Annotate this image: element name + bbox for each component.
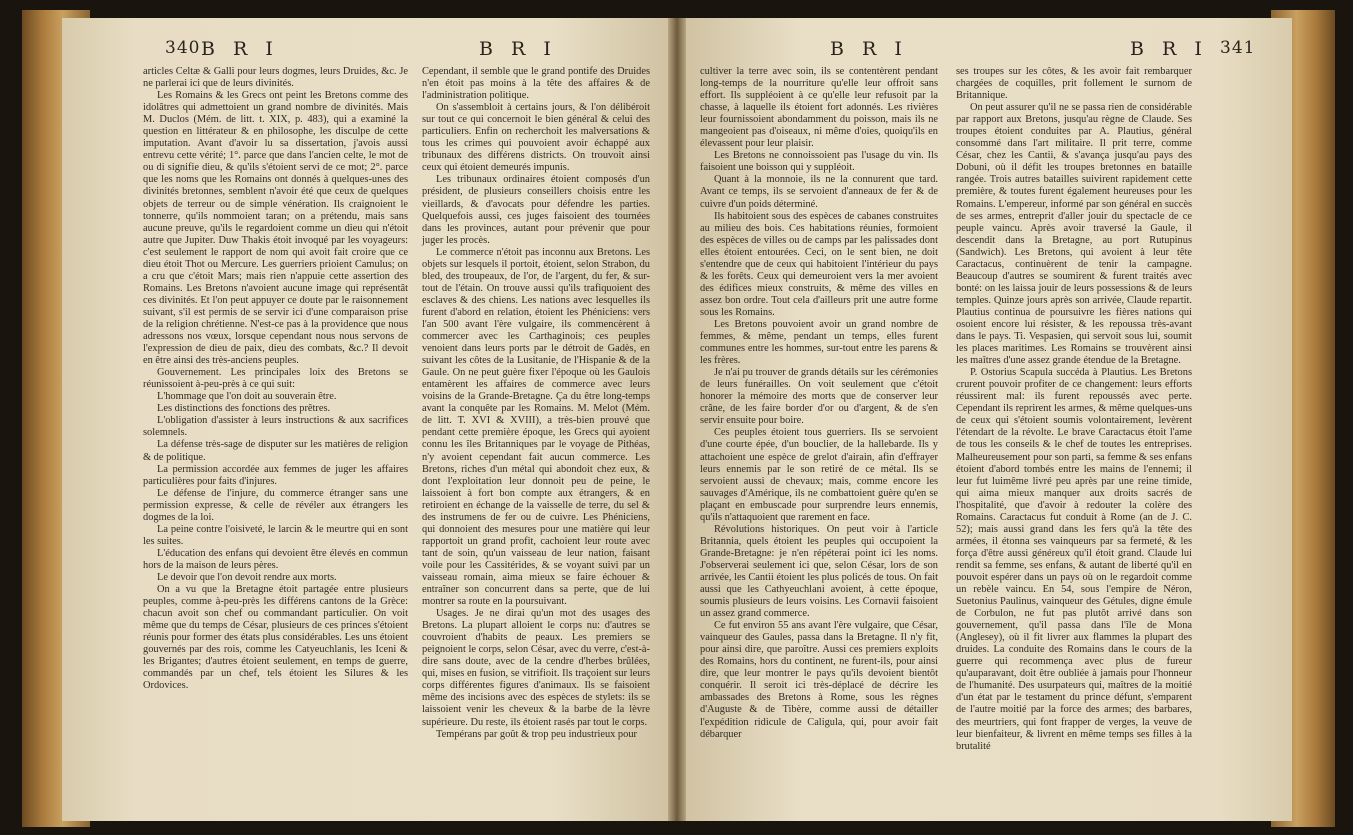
- paragraph: Ces peuples étoient tous guerriers. Ils se servoient d'une courte épée, d'un bouclier, de la hallebarde. Ils y attachoient une espèce de grelot d'airain, afin d'effrayer leurs ennemis par le son retiré de ce métal. Ils se servoient aussi de chevaux; mais, comme encore les sauvages d'Amérique, ils ne combattoient guère qu'en se plaçant en embuscade pour surprendre leurs ennemis, qu'ils n'attaquoient que rarement en face.: [700, 427, 938, 523]
- paragraph: On s'assembloit à certains jours, & l'on délibéroit sur tout ce qui concernoit le bien général & celui des particuliers. Enfin on recherchoit les malversations & tous les crimes qui pouvoient avoir échappé aux tribunaux des différens districts. On trouvoit ainsi ceux qui étoient demeurés impunis.: [422, 102, 650, 174]
- left-page-header: [81, 38, 647, 64]
- paragraph: Les tribunaux ordinaires étoient composés d'un président, de plusieurs conseillers choisis entre les vieillards, & d'avocats pour défendre les parties. Quelquefois aussi, ces juges faisoient des tournées dans les provinces, autant pour prévenir que pour juger les procès.: [422, 174, 650, 246]
- paragraph: Les distinctions des fonctions des prêtres.: [157, 403, 331, 415]
- left-page-number: 340: [165, 38, 201, 58]
- paragraph: Le défense de l'injure, du commerce étranger sans une permission expresse, & celle de révéler aux étrangers les dogmes de la loi.: [143, 487, 408, 523]
- paragraph: Ils habitoient sous des espèces de cabanes construites au milieu des bois. Ces habitations réunies, formoient des espèces de villes ou de camps par les palissades dont elles étoient entourées. Ceci, on le sent bien, ne doit s'entendre que de ceux qui habitoient l'intérieur du pays & les forêts. Ceux qui demeuroient vers la mer avoient des édifices mieux construits, & même des villes en assez bon ordre. Tout cela d'ailleurs prit une autre forme sous les Romains.: [700, 210, 938, 318]
- paragraph: Je n'ai pu trouver de grands détails sur les cérémonies de leurs funérailles. On voit seulement que c'étoit honorer la mémoire des morts que de conserver leur crâne, de les faire border d'or ou d'argent, & de s'en servir ensuite pour boire.: [700, 367, 938, 427]
- paragraph: Le commerce n'étoit pas inconnu aux Bretons. Les objets sur lesquels il portoit, étoient, selon Strabon, du bled, des troupeaux, de l'or, de l'argent, du fer, & sur-tout de l'étain. On trouve aussi qu'ils trafiquoient des esclaves & des chiens. Les nations avec lesquelles ils furent d'abord en relation, étoient les Phéniciens: vers l'an 500 avant l'ère vulgaire, ils commencèrent à commercer avec les Carthaginois; ces peuples venoient dans leurs ports par le détroit de Gadès, en suivant les côtes de la Lusitanie, de l'Hispanie & de la Gaule. On ne peut guère fixer l'époque où les Gaulois entamèrent les affaires de commerce avec leurs voisins de la Grande-Bretagne. Ça du être long-temps avant la conquête par les Romains. M. Melot (Mém. de litt. T. XVI & XVIII), a très-bien prouvé que pendant cette première époque, les Grecs qui ayoient connu les îles Britanniques par le voyage de Pithéas, n'y avoient cependant fait aucun commerce. Les Bretons, riches d'un métal qui abondoit chez eux, & dont l'exploitation leur donnoit peu de peine, le laissoient à fort bon compte aux étrangers, & en retiroient en échange de la vaisselle de terre, du sel & des instrumens de fer ou de cuivre. Les Phéniciens, qui donnoient des mesures pour une matière qui leur rapportoit un grand profit, cachoient leur route avec tant de soin, qu'un vaisseau de leur nation, faisant voile pour les Cassitérides, & se voyant suivi par un vaisseau romain, aima mieux se faire échouer & entraîner son concurrent dans sa perte, que de lui montrer sa route en la poursuivant.: [422, 246, 650, 608]
- paragraph: Les Bretons ne connoissoient pas l'usage du vin. Ils faisoient une boisson qui y suppléoit.: [700, 150, 938, 174]
- paragraph: cultiver la terre avec soin, ils se contentèrent pendant long-temps de la nourriture qu'elle leur offroit sans effort. Ils suppléoient à ce qu'elle leur refusoit par la chasse, à laquelle ils étoient fort adonnés. Les rivières leur fournissoient abondamment du poisson, mais ils ne mangeoient pas d'oiseaux, ni même d'oies, quoiqu'ils en élevassent pour leur plaisir.: [700, 66, 938, 150]
- paragraph: La peine contre l'oisiveté, le larcin & le meurtre qui en sont les suites.: [143, 523, 408, 547]
- paragraph: L'hommage que l'on doit au souverain être.: [157, 391, 337, 403]
- paragraph: Les Romains & les Grecs ont peint les Bretons comme des idolâtres qui admettoient un grand nombre de divinités. Mais M. Duclos (Mém. de litt. t. XIX, p. 483), qui a examiné la question en littérateur & en philosophe, les disculpe de cette imputation. Avant d'avoir lu sa dissertation, j'avois aussi entrevu cette vérité; 1°. parce que dans l'ancien celte, le mot de ou di signifie dieu, & qu'ils s'étoient servi de ce mot; 2°. parce que les noms que les Romains ont donnés à quelques-unes des divinités bretonnes, semblent n'avoir été que ceux de quelques objets de terreur ou de simple vénération. Ils craignoient le tonnerre, qu'ils nommoient taran; on a prétendu, mais sans aucune preuve, qu'ils le regardoient comme un dieu qui n'étoit autre que Jupiter. Duw Thakis étoit invoqué par les voyageurs: c'est seulement le rapport de nom qui avoit fait croire que ce dieu étoit Thot ou Mercure. Les guerriers prioient Camulus; on a cru que c'étoit Mars; mais rien n'appuie cette assertion des Romains. Les Bretons n'avoient aucune image qui représentât ces divinités. Et l'on peut appuyer ce doute par le raisonnement suivant, s'il est permis de se servir ici d'une comparaison prise de la religion chrétienne. N'est-ce pas à la providence que nous adressons nos vœux, lorsque cependant nous nous servons de l'expression de dieu de paix, dieu des combats, &c.? Il devoit en être ainsi des très-anciens peuples.: [143, 90, 408, 367]
- paragraph: ses troupes sur les côtes, & les avoir fait rembarquer chargées de coquilles, prit follement le surnom de Britannique.: [956, 66, 1192, 102]
- paragraph: Les Bretons pouvoient avoir un grand nombre de femmes, & même, pendant un temps, elles furent communes entre les hommes, sur-tout entre les parens & les frères.: [700, 318, 938, 367]
- right-page-column-2: [956, 66, 1192, 753]
- paragraph: On a vu que la Bretagne étoit partagée entre plusieurs peuples, comme à-peu-près les différens cantons de la Grèce: chacun avoit son chef ou commandant particulier. On voit même que du temps de César, plusieurs de ces princes s'étoient réunis pour former des états plus considérables. Les uns étoient gouvernés par des rois, comme les Catyeuchlanis, les Iceni & les Brigantes; d'autres étoient seulement, en temps de guerre, commandés par un chef, tels étoient les Silures & les Ordovices.: [143, 584, 408, 692]
- right-page-number: 341: [1220, 38, 1256, 58]
- paragraph: L'éducation des enfans qui devoient être élevés en commun hors de la maison de leurs pères.: [143, 547, 408, 571]
- left-running-head-1: B R I: [201, 38, 279, 60]
- paragraph: Révolutions historiques. On peut voir à l'article Britannia, quels étoient les peuples qui occupoient la Grande-Bretagne: je n'en répéterai point ici les noms. J'observerai seulement ici que, selon César, lors de son arrivée, les Cantii étoient les plus policés de tous. On fait aussi que les Cathyeuchlani avoient, à cette époque, soumis plusieurs de leurs voisins. Les Cornavii faisoient un assez grand commerce.: [700, 523, 938, 620]
- right-page-header: [700, 38, 1300, 64]
- paragraph: La défense très-sage de disputer sur les matières de religion & de politique.: [143, 439, 408, 463]
- paragraph: On peut assurer qu'il ne se passa rien de considérable par rapport aux Bretons, jusqu'au règne de Claude. Ses troupes étoient conduites par A. Plautius, général consommé dans l'art militaire. Il prit terre, comme César, chez les Cantii, & s'avança jusqu'au pays des Dobuni, où il défit les troupes bretonnes en bataille rangée. Trois autres batailles suivirent rapidement cette première, & toutes furent également heureuses pour les Romains. L'empereur, informé par son général en succès de ses armes, entreprit d'aller jouir du spectacle de ce peuple vaincu. Après avoir traversé la Gaule, il descendit dans la Bretagne, au port Rutupinus (Sandwich). Les Bretons, qui avoient à leur tête Caractacus, continuèrent de tenir la campagne. Beaucoup d'autres se soumirent & furent traités avec bonté: on les laissa jouir de leurs possessions & de leurs temples. Quinze jours après son arrivée, Claude repartit. Plautius continua de poursuivre les fières nations qui osoient encore lui résister, & les repoussa très-avant dans le pays. Ti. Vespasien, qui servoit sous lui, soumit les places maritimes. Les Romains se trouvèrent ainsi les maîtres d'une assez grande étendue de la Bretagne.: [956, 102, 1192, 367]
- paragraph: P. Ostorius Scapula succéda à Plautius. Les Bretons crurent pouvoir profiter de ce changement: leurs efforts réussirent mal: ils furent repoussés avec perte. Cependant ils reprirent les armes, & même quelques-uns de ceux qui s'étoient soumis volontairement, levèrent l'étendart de la révolte. Le brave Caractacus étoit l'ame de tous les conseils & le chef de toutes les entreprises. Malheureusement pour son parti, sa femme & ses enfans étoient d'abord tombés entre les mains de l'ennemi; il leur fut luimême livré peu après par une reine timide, qui aima mieux manquer aux droits sacrés de l'hospitalité, que d'avoir à redouter la colère des Romains. Caractacus fut conduit à Rome (an de J. C. 52); mais aussi grand dans les fers qu'à la tête des armées, il étonna ses vainqueurs par sa fermeté, & les força d'être aussi généreux qu'il étoit grand. Claude lui rendit sa femme, ses enfans, & autant de liberté qu'il en pouvoit espérer dans un pays où on le regardoit comme un rebèle vaincu. En 54, sous l'empire de Néron, Suetonius Paulinus, vainqueur des Gétules, digne émule de Corbulon, ne fut pas plutôt arrivé dans son gouvernement, qu'il passa dans l'île de Mona (Anglesey), où il fit livrer aux flammes la plupart des druides. La conduite des Romains dans le cours de la guerre qui recommença avec plus de fureur qu'auparavant, doit être oubliée à jamais pour l'honneur de l'humanité. Des usurpateurs qui, maîtres de la moitié d'un état par le testament du prince défunt, s'emparent de l'autre moitié par la force des armes; des barbares, des meurtriers, qui font frapper de verges, la veuve de leur bienfaiteur, & livrent en même temps ses filles à la brutalité: [956, 367, 1192, 752]
- right-page-column-1: [700, 66, 938, 741]
- paragraph: Le devoir que l'on devoit rendre aux morts.: [157, 571, 337, 583]
- paragraph: La permission accordée aux femmes de juger les affaires particulières pour faits d'injures.: [143, 463, 408, 487]
- paragraph: Cependant, il semble que le grand pontife des Druides n'en étoit pas moins à la tête des affaires & de l'administration politique.: [422, 66, 650, 102]
- paragraph: Ce fut environ 55 ans avant l'ère vulgaire, que César, vainqueur des Gaules, passa dans la Bretagne. Il n'y fit, pour ainsi dire, que paroître. Aussi ces premiers exploits des Romains, hors du continent, ne furent-ils, pour ainsi dire, que leur montrer le pays qu'ils devoient bientôt conquérir. Il seroit ici très-déplacé de décrire les ambassades des Bretons à Rome, sous les règnes d'Auguste & de Tibère, comme aussi de détailler l'expédition ridicule de Caligula, qui, pour avoir fait débarquer: [700, 620, 938, 740]
- left-page-column-1: [143, 66, 408, 692]
- paragraph: L'obligation d'assister à leurs instructions & aux sacrifices solemnels.: [143, 415, 408, 439]
- right-running-head-1: B R I: [830, 38, 908, 60]
- left-running-head-2: B R I: [479, 38, 557, 60]
- paragraph: Tempérans par goût & trop peu industrieux pour: [436, 728, 637, 740]
- paragraph: articles Celtæ & Galli pour leurs dogmes, leurs Druides, &c. Je ne parlerai ici que de leurs divinités.: [143, 66, 408, 90]
- left-page-column-2: [422, 66, 650, 741]
- paragraph: Quant à la monnoie, ils ne la connurent que tard. Avant ce temps, ils se servoient d'anneaux de fer & de cuivre d'un poids déterminé.: [700, 174, 938, 210]
- paragraph: Usages. Je ne dirai qu'un mot des usages des Bretons. La plupart alloient le corps nu: d'autres se couvroient d'habits de peaux. Les premiers se peignoient le corps, selon César, avec du verre, c'est-à-dire sans doute, avec de la cendre d'herbes brûlées, qui, mises en fusion, se vitrifioit. Ils traçoient sur leurs corps différentes figures d'animaux. Ils se faisoient même des incisions avec des espèces de stylets: ils se laissoient venir les cheveux & la barbe de la lèvre supérieure. Du reste, ils étoient rasés par tout le corps.: [422, 608, 650, 728]
- paragraph: Gouvernement. Les principales loix des Bretons se réunissoient à-peu-près à ce qui suit:: [143, 367, 408, 391]
- book-gutter: [668, 18, 686, 821]
- right-running-head-2: B R I: [1130, 38, 1208, 60]
